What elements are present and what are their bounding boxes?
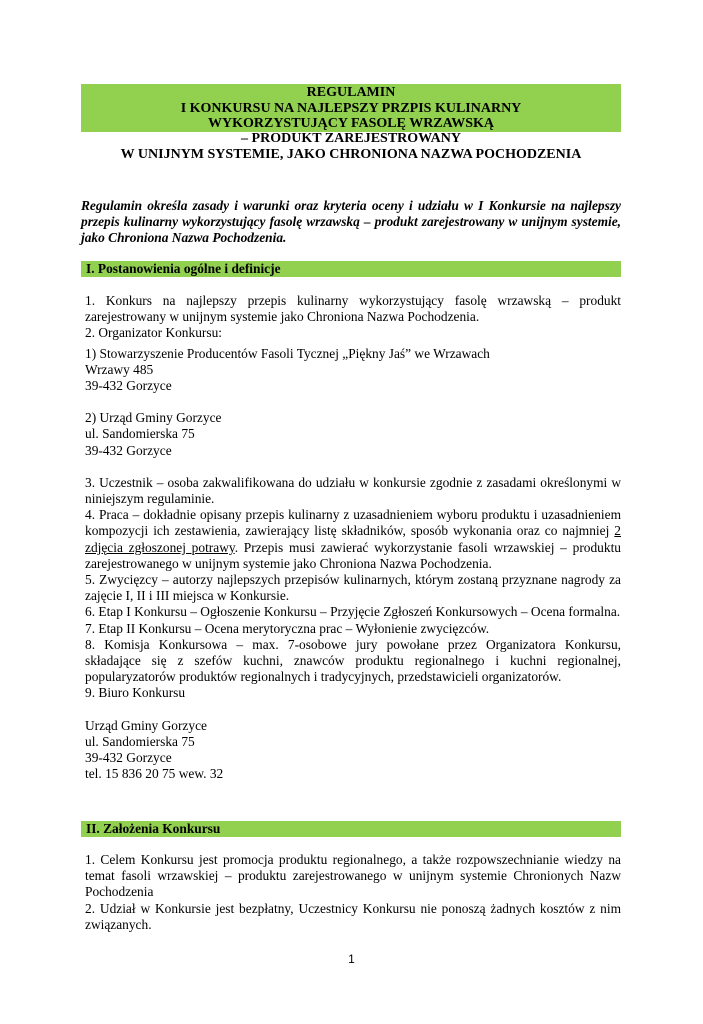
title-line-4: – PRODUKT ZAREJESTROWANY	[241, 131, 461, 146]
office-address-1: ul. Sandomierska 75	[85, 733, 195, 749]
section-2-body	[85, 852, 621, 933]
s1-paragraph-7: 7. Etap II Konkursu – Ocena merytoryczna prac – Wyłonienie zwycięzców.	[85, 620, 490, 636]
office-phone: tel. 15 836 20 75 wew. 32	[85, 766, 224, 782]
organizer-1-address-1: Wrzawy 485	[85, 361, 154, 377]
section-1-heading: I. Postanowienia ogólne i definicje	[81, 261, 621, 277]
organizer-1-name: 1) Stowarzyszenie Producentów Fasoli Tycznej „Piękny Jaś” we Wrzawach	[85, 345, 490, 361]
title-line-1: REGULAMIN	[306, 85, 396, 100]
title-line-3: WYKORZYSTUJĄCY FASOLĘ WRZAWSKĄ	[207, 116, 494, 132]
s1-paragraph-8: 8. Komisja Konkursowa – max. 7-osobowe jury powołane przez Organizatora Konkursu, składające się z szefów kuchni, znawców produktu regionalnego i kuchni regionalnej, popularyzatorów produktów regionalnych i tradycyjnych, przedstawicieli organizatorów.	[85, 636, 621, 685]
s1-paragraph-2: 2. Organizator Konkursu:	[85, 325, 222, 341]
title-highlight	[81, 84, 621, 132]
office-name: Urząd Gminy Gorzyce	[85, 717, 207, 733]
s1-paragraph-3: 3. Uczestnik – osoba zakwalifikowana do udziału w konkursie zgodnie z zasadami określonymi w niniejszym regulaminie.	[85, 474, 621, 507]
section-1-body	[85, 293, 621, 782]
section-2-heading: II. Założenia Konkursu	[81, 821, 621, 837]
organizer-2-address-2: 39-432 Gorzyce	[85, 442, 172, 458]
s1-paragraph-4	[85, 507, 621, 572]
s1-paragraph-6: 6. Etap I Konkursu – Ogłoszenie Konkursu – Przyjęcie Zgłoszeń Konkursowych – Ocena formalna.	[85, 604, 621, 620]
organizer-2-name: 2) Urząd Gminy Gorzyce	[85, 410, 222, 426]
organizer-2-address-1: ul. Sandomierska 75	[85, 426, 195, 442]
s1-p4-text-a: 4. Praca – dokładnie opisany przepis kulinarny z uzasadnieniem wyboru produktu i uzasadnieniem kompozycji ich zestawienia, zawierający listę składników, sposób wykonania oraz co najmniej	[85, 507, 621, 539]
intro-paragraph: Regulamin określa zasady i warunki oraz kryteria oceny i udziału w I Konkursie na najlepszy przepis kulinarny wykorzystujący fasolę wrzawską – produkt zarejestrowany w unijnym systemie, jako Chroniona Nazwa Pochodzenia.	[81, 198, 621, 246]
s1-p4-underlined: 2 zdjęcia zgłoszonej potrawy	[85, 523, 621, 555]
s1-p4-text-b: . Przepis musi zawierać wykorzystanie fasoli wrzawskiej – produktu zarejestrowanego w unijnym systemie jako Chroniona Nazwa Pochodzenia.	[85, 539, 621, 571]
s2-paragraph-2: 2. Udział w Konkursie jest bezpłatny, Uczestnicy Konkursu nie ponoszą żadnych kosztów z nim związanych.	[85, 900, 621, 932]
office-address-2: 39-432 Gorzyce	[85, 750, 172, 766]
page-number: 1	[348, 952, 355, 966]
title-line-2: I KONKURSU NA NAJLEPSZY PRZPIS KULINARNY	[180, 100, 522, 116]
title-line-5: W UNIJNYM SYSTEMIE, JAKO CHRONIONA NAZWA POCHODZENIA	[120, 146, 582, 162]
title-rest	[81, 131, 621, 162]
s1-paragraph-5: 5. Zwycięzcy – autorzy najlepszych przepisów kulinarnych, którym zostaną przyznane nagrody za zajęcie I, II i III miejsca w Konkursie.	[85, 572, 621, 604]
organizer-1-address-2: 39-432 Gorzyce	[85, 378, 172, 394]
s1-paragraph-9: 9. Biuro Konkursu	[85, 685, 186, 701]
s1-paragraph-1: 1. Konkurs na najlepszy przepis kulinarny wykorzystujący fasolę wrzawską – produkt zarejestrowany w unijnym systemie jako Chroniona Nazwa Pochodzenia.	[85, 293, 621, 325]
s2-paragraph-1: 1. Celem Konkursu jest promocja produktu regionalnego, a także rozpowszechnianie wiedzy na temat fasoli wrzawskiej – produktu zarejestrowanego w unijnym systemie Chronionych Nazw Pochodzenia	[85, 852, 621, 900]
